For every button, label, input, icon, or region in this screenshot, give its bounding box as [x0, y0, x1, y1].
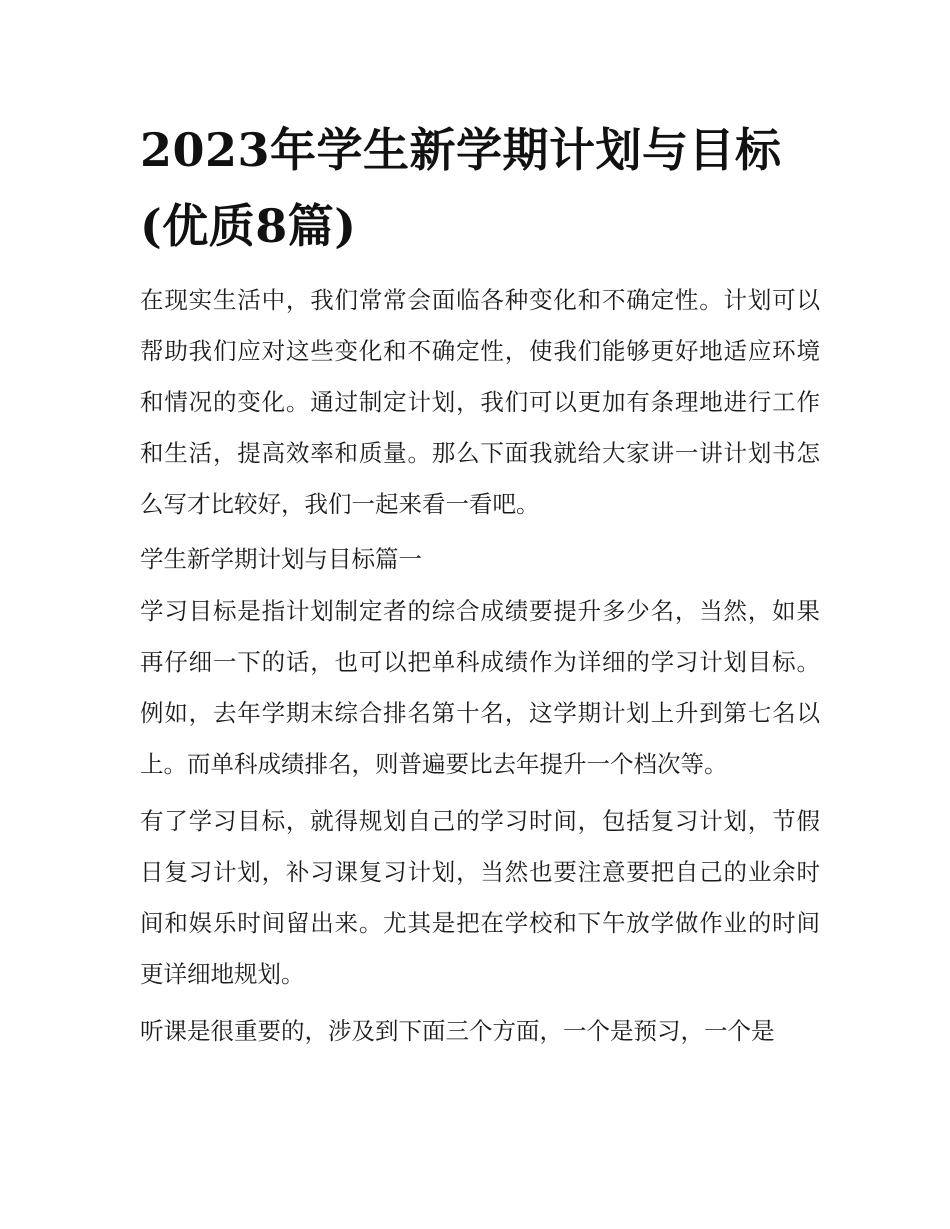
document-body: [140, 275, 820, 1063]
body-paragraph-1: 学习目标是指计划制定者的综合成绩要提升多少名，当然，如果再仔细一下的话，也可以把单科成绩作为详细的学习计划目标。例如，去年学期末综合排名第十名，这学期计划上升到第七名以上。而单科成绩排名，则普遍要比去年提升一个档次等。: [140, 597, 820, 778]
section-heading: 学生新学期计划与目标篇一: [140, 545, 422, 573]
document-title: [140, 112, 820, 264]
intro-paragraph: 在现实生活中，我们常常会面临各种变化和不确定性。计划可以帮助我们应对这些变化和不确定性，使我们能够更好地适应环境和情况的变化。通过制定计划，我们可以更加有条理地进行工作和生活，提高效率和质量。那么下面我就给大家讲一讲计划书怎么写才比较好，我们一起来看一看吧。: [140, 286, 820, 518]
title-line-2: (优质8篇): [140, 199, 357, 253]
body-paragraph-3: 听课是很重要的，涉及到下面三个方面，一个是预习，一个是: [140, 1017, 775, 1045]
title-line-1: 2023年学生新学期计划与目标: [140, 123, 782, 177]
body-paragraph-2: 有了学习目标，就得规划自己的学习时间，包括复习计划，节假日复习计划，补习课复习计划，当然也要注意要把自己的业余时间和娱乐时间留出来。尤其是把在学校和下午放学做作业的时间更详细地规划。: [140, 807, 820, 988]
